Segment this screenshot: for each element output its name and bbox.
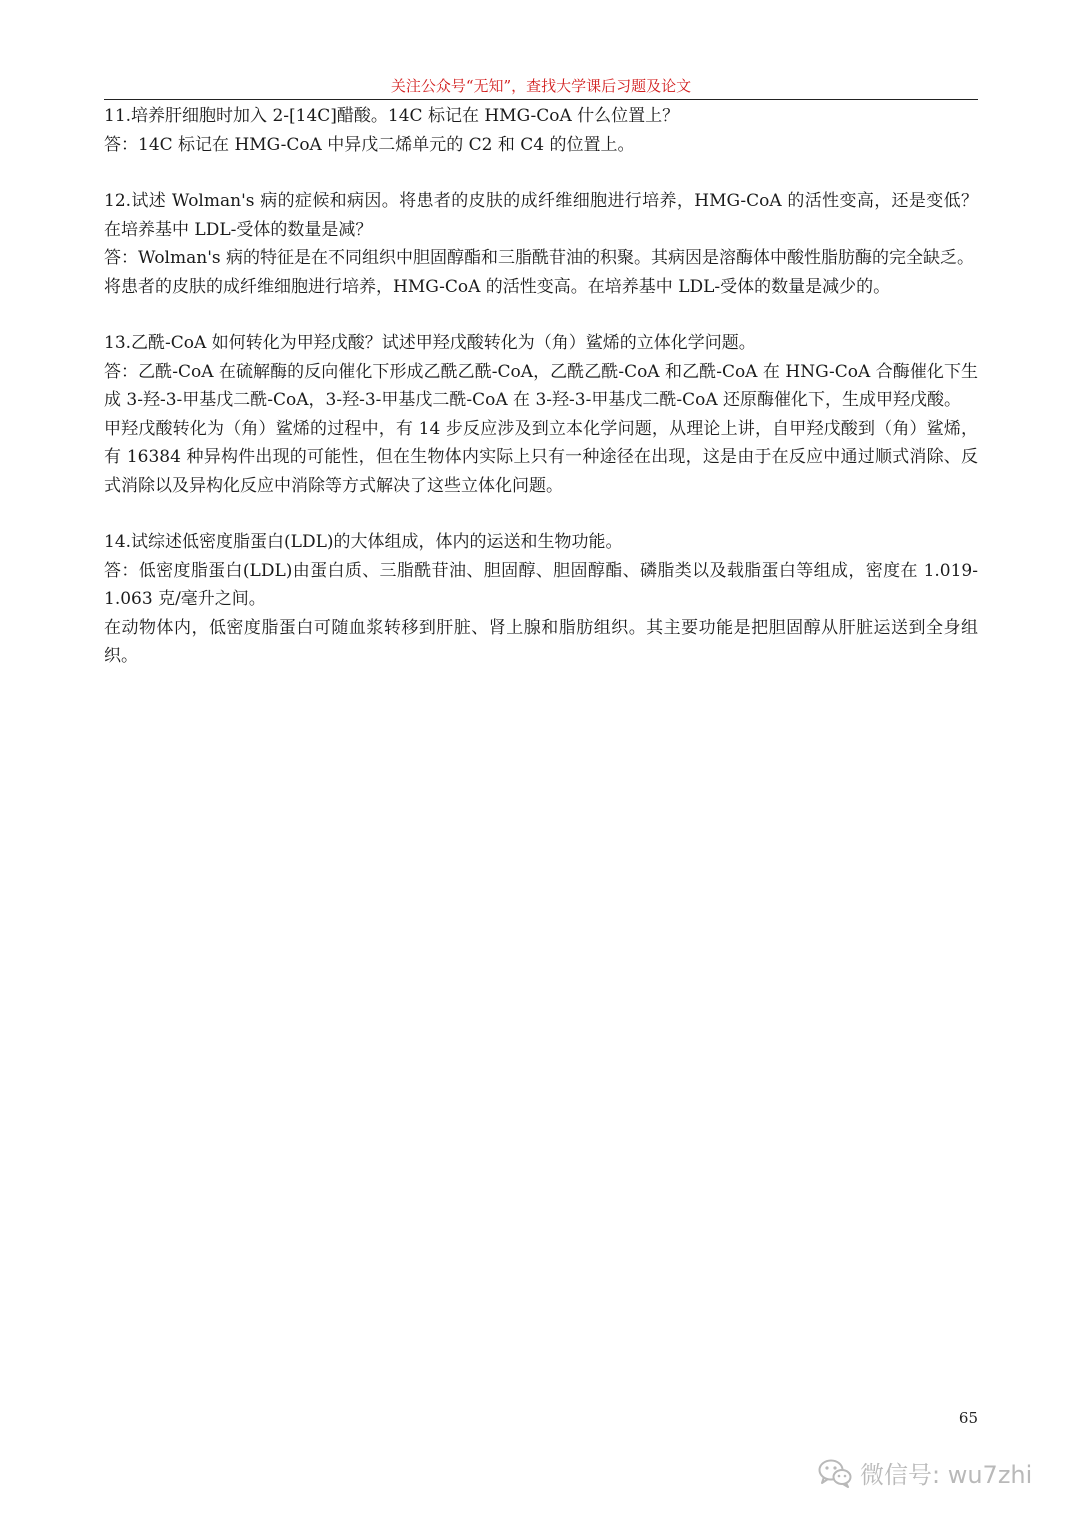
answer-13-part-2: 甲羟戊酸转化为（角）鲨烯的过程中，有 14 步反应涉及到立本化学问题，从理论上讲，自甲羟戊酸到（角）鲨烯，有 16384 种异构件出现的可能性，但在生物体内实际上只有一种途径在出现，这是由于在反应中通过顺式消除、反式消除以及异构化反应中消除等方式解决了这些立体化问题。 — [104, 418, 978, 496]
header-rule — [104, 99, 978, 100]
answer-14-part-2: 在动物体内，低密度脂蛋白可随血浆转移到肝脏、肾上腺和脂肪组织。其主要功能是把胆固醇从肝脏运送到全身组织。 — [104, 617, 978, 666]
answer-14-part-1: 答：低密度脂蛋白(LDL)由蛋白质、三脂酰苷油、胆固醇、胆固醇酯、磷脂类以及载脂蛋白等组成，密度在 1.019-1.063 克/毫升之间。 — [104, 560, 978, 609]
watermark-text: 微信号: wu7zhi — [860, 1461, 1033, 1489]
answer-12-part-2: 将患者的皮肤的成纤维细胞进行培养，HMG-CoA 的活性变高。在培养基中 LDL-受体的数量是减少的。 — [104, 276, 891, 297]
question-12: 12.试述 Wolman's 病的症候和病因。将患者的皮肤的成纤维细胞进行培养，HMG-CoA 的活性变高，还是变低？在培养基中 LDL-受体的数量是减？ — [104, 191, 978, 240]
section-gap — [104, 301, 978, 329]
answer-12-part-1: 答：Wolman's 病的特征是在不同组织中胆固醇酯和三脂酰苷油的积聚。其病因是溶酶体中酸性脂肪酶的完全缺乏。 — [104, 248, 974, 268]
answer-11: 答：14C 标记在 HMG-CoA 中异戊二烯单元的 C2 和 C4 的位置上。 — [104, 134, 635, 155]
section-gap — [104, 500, 978, 528]
question-14: 14.试综述低密度脂蛋白(LDL)的大体组成，体内的运送和生物功能。 — [104, 532, 623, 552]
question-11: 11.培养肝细胞时加入 2-[14C]醋酸。14C 标记在 HMG-CoA 什么位置上？ — [104, 106, 680, 126]
document-body — [104, 102, 978, 671]
answer-13-part-1: 答：乙酰-CoA 在硫解酶的反向催化下形成乙酰乙酰-CoA，乙酰乙酰-CoA 和乙酰-CoA 在 HNG-CoA 合酶催化下生成 3-羟-3-甲基戊二酰-CoA，3-羟-3-甲基戊二酰-CoA 在 3-羟-3-甲基戊二酰-CoA 还原酶催化下，生成甲羟戊酸。 — [104, 361, 978, 410]
section-gap — [104, 159, 978, 187]
qa-section-14 — [104, 528, 978, 671]
qa-section-13 — [104, 329, 978, 500]
page-number: 65 — [958, 1409, 978, 1427]
wechat-watermark — [818, 1455, 1032, 1490]
qa-section-12 — [104, 187, 978, 301]
page-header: 关注公众号“无知”，查找大学课后习题及论文 — [390, 77, 692, 95]
qa-section-11 — [104, 102, 978, 159]
wechat-icon — [818, 1458, 852, 1488]
question-13: 13.乙酰-CoA 如何转化为甲羟戊酸？试述甲羟戊酸转化为（角）鲨烯的立体化学问题。 — [104, 333, 756, 353]
